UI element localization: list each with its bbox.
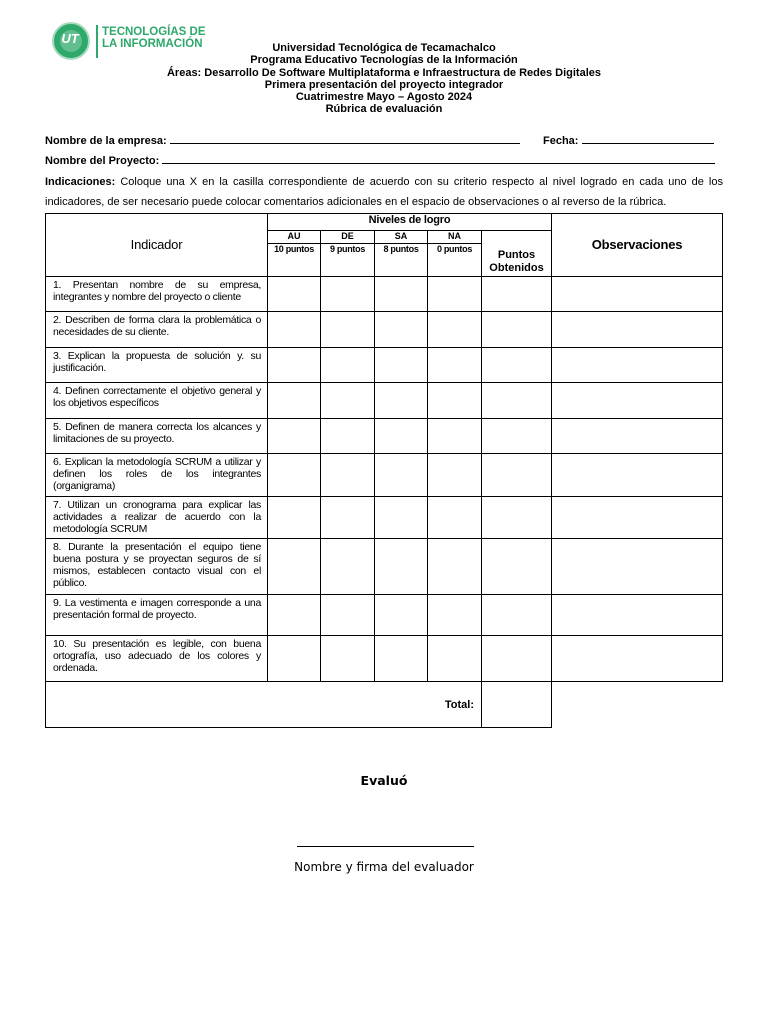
level-points-de: 9 puntos (321, 244, 375, 277)
level-code-na: NA (428, 231, 482, 244)
indicator-header: Indicador (46, 214, 268, 277)
signature-line[interactable] (297, 846, 474, 847)
cell-na[interactable] (428, 454, 482, 497)
table-row (46, 636, 723, 682)
cell-sa[interactable] (375, 419, 428, 454)
level-code-de: DE (321, 231, 375, 244)
date-field[interactable] (543, 133, 714, 147)
rubric-table (45, 213, 723, 728)
logo-text-line-2: LA INFORMACIÓN (102, 38, 203, 50)
indicator-10: 10. Su presentación es legible, con buena ortografía, uso adecuado de los colores y ordenada. (53, 638, 261, 674)
logo-mark: UT (61, 31, 79, 46)
total-row (46, 682, 723, 728)
table-row (46, 419, 723, 454)
cell-sa[interactable] (375, 454, 428, 497)
cell-au[interactable] (268, 595, 321, 636)
signature-caption: Nombre y firma del evaluador (294, 860, 474, 874)
cell-na[interactable] (428, 595, 482, 636)
cell-points[interactable] (482, 348, 552, 383)
cell-sa[interactable] (375, 348, 428, 383)
cell-de[interactable] (321, 595, 375, 636)
cell-observations[interactable] (552, 383, 723, 419)
project-label: Nombre del Proyecto: (45, 155, 160, 167)
indicator-8: 8. Durante la presentación el equipo tiene buena postura y se proyectan seguros de sí mismos, establecen contacto visual con el público. (53, 541, 261, 589)
indicator-1: 1. Presentan nombre de su empresa, integrantes y nombre del proyecto o cliente (53, 279, 261, 303)
cell-points[interactable] (482, 497, 552, 539)
cell-points[interactable] (482, 419, 552, 454)
company-input-line[interactable] (170, 133, 520, 144)
areas-line: Áreas: Desarrollo De Software Multiplataforma e Infraestructura de Redes Digitales (166, 66, 602, 79)
level-points-sa: 8 puntos (375, 244, 428, 277)
cell-au[interactable] (268, 348, 321, 383)
table-row (46, 595, 723, 636)
cell-de[interactable] (321, 539, 375, 595)
cell-observations[interactable] (552, 497, 723, 539)
cell-observations[interactable] (552, 419, 723, 454)
cell-au[interactable] (268, 539, 321, 595)
cell-na[interactable] (428, 539, 482, 595)
cell-na[interactable] (428, 636, 482, 682)
date-label: Fecha: (543, 135, 579, 147)
indicator-6: 6. Explican la metodología SCRUM a utilizar y definen los roles de los integrantes (organigrama) (53, 456, 261, 492)
presentation-line: Primera presentación del proyecto integrador (264, 78, 504, 91)
cell-na[interactable] (428, 383, 482, 419)
cell-au[interactable] (268, 454, 321, 497)
cell-de[interactable] (321, 277, 375, 312)
observations-header: Observaciones (552, 214, 723, 277)
cell-sa[interactable] (375, 636, 428, 682)
table-row (46, 312, 723, 348)
levels-header: Niveles de logro (268, 214, 552, 231)
cell-observations[interactable] (552, 539, 723, 595)
document-header (0, 42, 768, 116)
cell-na[interactable] (428, 497, 482, 539)
cell-observations[interactable] (552, 348, 723, 383)
total-empty (552, 682, 723, 728)
document-title: Rúbrica de evaluación (325, 103, 443, 116)
cell-au[interactable] (268, 383, 321, 419)
level-points-na: 0 puntos (428, 244, 482, 277)
table-row (46, 348, 723, 383)
cell-au[interactable] (268, 419, 321, 454)
cell-de[interactable] (321, 636, 375, 682)
cell-points[interactable] (482, 636, 552, 682)
instructions-label: Indicaciones: (45, 176, 116, 188)
table-row (46, 383, 723, 419)
cell-sa[interactable] (375, 595, 428, 636)
cell-observations[interactable] (552, 636, 723, 682)
company-label: Nombre de la empresa: (45, 135, 167, 147)
cell-de[interactable] (321, 312, 375, 348)
cell-sa[interactable] (375, 539, 428, 595)
cell-points[interactable] (482, 539, 552, 595)
indicator-4: 4. Definen correctamente el objetivo general y los objetivos específicos (53, 385, 261, 409)
indicator-5: 5. Definen de manera correcta los alcances y limitaciones de su proyecto. (53, 421, 261, 445)
cell-sa[interactable] (375, 277, 428, 312)
date-input-line[interactable] (582, 133, 714, 144)
indicator-3: 3. Explican la propuesta de solución y. su justificación. (53, 350, 261, 374)
cell-na[interactable] (428, 312, 482, 348)
cell-de[interactable] (321, 348, 375, 383)
total-label: Total: (46, 682, 482, 728)
cell-points[interactable] (482, 277, 552, 312)
table-row (46, 497, 723, 539)
indicator-7: 7. Utilizan un cronograma para explicar las actividades a realizar de acuerdo con la metodología SCRUM (53, 499, 261, 535)
total-points-cell[interactable] (482, 682, 552, 728)
cell-na[interactable] (428, 419, 482, 454)
cell-points[interactable] (482, 454, 552, 497)
cell-na[interactable] (428, 277, 482, 312)
evaluated-by-label: Evaluó (360, 773, 408, 788)
table-row (46, 454, 723, 497)
level-code-au: AU (268, 231, 321, 244)
cell-sa[interactable] (375, 497, 428, 539)
indicator-2: 2. Describen de forma clara la problemática o necesidades de su cliente. (53, 314, 261, 338)
instructions (45, 172, 723, 212)
cell-de[interactable] (321, 419, 375, 454)
cell-au[interactable] (268, 636, 321, 682)
cell-observations[interactable] (552, 454, 723, 497)
table-row (46, 539, 723, 595)
instructions-text: Coloque una X en la casilla correspondiente de acuerdo con su criterio respecto al nivel logrado en cada uno de los indicadores, de ser necesario puede colocar comentarios adicionales en el espacio de observaciones o al reverso de la rúbrica. (45, 176, 723, 208)
indicator-9: 9. La vestimenta e imagen corresponde a una presentación formal de proyecto. (53, 597, 261, 621)
level-code-sa: SA (375, 231, 428, 244)
project-field[interactable] (45, 153, 715, 167)
university-name: Universidad Tecnológica de Tecamachalco (272, 42, 496, 54)
logo-text-line-1: TECNOLOGÍAS DE (102, 26, 206, 38)
points-obtained-header: Puntos Obtenidos (482, 231, 552, 277)
cell-observations[interactable] (552, 277, 723, 312)
cell-au[interactable] (268, 497, 321, 539)
cell-na[interactable] (428, 348, 482, 383)
cell-observations[interactable] (552, 312, 723, 348)
cell-sa[interactable] (375, 312, 428, 348)
cell-au[interactable] (268, 277, 321, 312)
cell-de[interactable] (321, 497, 375, 539)
cell-de[interactable] (321, 454, 375, 497)
program-name: Programa Educativo Tecnologías de la Información (250, 54, 518, 67)
cell-au[interactable] (268, 312, 321, 348)
table-row (46, 277, 723, 312)
project-input-line[interactable] (162, 153, 715, 164)
cell-points[interactable] (482, 312, 552, 348)
cell-points[interactable] (482, 383, 552, 419)
period-line: Cuatrimestre Mayo – Agosto 2024 (295, 91, 473, 104)
cell-de[interactable] (321, 383, 375, 419)
level-points-au: 10 puntos (268, 244, 321, 277)
cell-sa[interactable] (375, 383, 428, 419)
company-field[interactable] (45, 133, 520, 147)
cell-observations[interactable] (552, 595, 723, 636)
cell-points[interactable] (482, 595, 552, 636)
